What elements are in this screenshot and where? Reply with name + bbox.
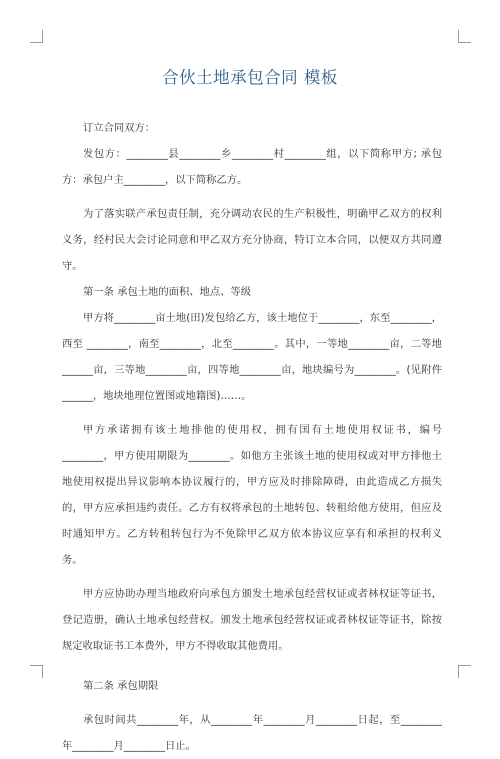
contract-parties-heading: 订立合同双方：	[83, 122, 156, 134]
term-paragraph: 承包时间共________年，从________年________月________日起，至________年________月________日止。	[62, 714, 442, 752]
crop-mark-bottom-left	[30, 665, 43, 678]
document-body	[62, 115, 442, 759]
land-rights-paragraph: 甲方承诺拥有该土地排他的使用权，拥有国有土地使用权证书，编号________，甲方使用期限为________。如他方主张该土地的使用权或对甲方排他土地使用权提出异议影响本协议履行的，甲方应及时排除障碍，由此造成乙方损失的，甲方应承担违约责任。乙方有权将承包的土地转包、转租给他方使用，但应及时通知甲方。乙方转租转包行为不免除甲乙双方依本协议应享有和承担的权利义务。	[62, 424, 442, 566]
document-title: 合伙土地承包合同 模板	[162, 68, 338, 87]
crop-mark-top-right	[458, 30, 471, 43]
crop-mark-top-left	[30, 30, 43, 43]
purpose-paragraph: 为了落实联产承包责任制，充分调动农民的生产积极性，明确甲乙双方的权利义务，经村民大会讨论同意和甲乙双方充分协商，特订立本合同，以便双方共同遵守。	[62, 208, 442, 272]
land-details-paragraph: 甲方将________亩土地(田)发包给乙方，该土地位于________，东至________，西至 ________，南至________，北至________。其中，一等地________亩，二等地______亩，三等地________亩，四等地________亩，地块编号为________。(见附件______，地块地理位置图或地籍图)……。	[62, 312, 442, 402]
parties-paragraph: 发包方：________县________乡________村________组，以下简称甲方; 承包方：承包户主________，以下简称乙方。	[62, 148, 442, 186]
crop-mark-bottom-right	[458, 665, 471, 678]
article-1-heading: 第一条 承包土地的面积、地点、等级	[83, 286, 252, 298]
certificate-paragraph: 甲方应协助办理当地政府向承包方颁发土地承包经营权证或者林权证等证书，登记造册，确认土地承包经营权。颁发土地承包经营权证或者林权证等证书，除按规定收取证书工本费外，甲方不得收取其他费用。	[62, 588, 442, 652]
article-2-heading: 第二条 承包期限	[83, 680, 159, 692]
